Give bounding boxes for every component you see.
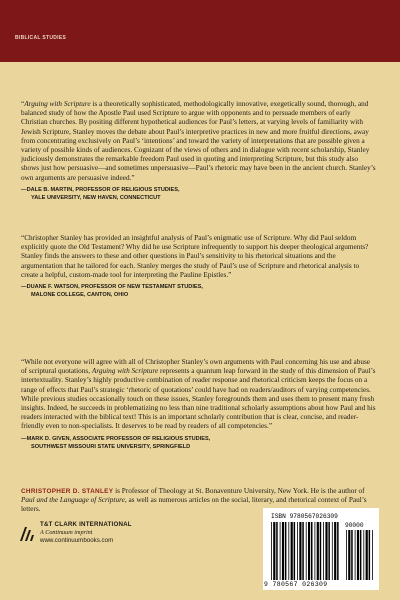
publisher-text (40, 521, 132, 546)
attribution-line-1: —DUANE F. WATSON, PROFESSOR OF NEW TESTAMENT STUDIES, (21, 284, 203, 291)
review-blurb-given (21, 358, 377, 451)
continuum-triangle-logo-icon (18, 521, 36, 543)
barcode-bar (328, 522, 330, 580)
barcode-bar (297, 522, 298, 580)
quote-mark: “ (21, 100, 25, 108)
category-label: BIBLICAL STUDIES (15, 35, 67, 41)
barcode-bar (372, 530, 373, 580)
barcode-bar (311, 522, 313, 580)
review-attribution (21, 186, 377, 202)
attribution-line-2: YALE UNIVERSITY, NEW HAVEN, CONNECTICUT (31, 194, 161, 201)
review-attribution (21, 435, 377, 451)
attribution-line-2: MALONE COLLEGE, CANTON, OHIO (31, 292, 129, 299)
barcode-bar (280, 522, 281, 580)
barcode-bar (323, 522, 324, 580)
barcode-bar (320, 522, 322, 580)
barcode-bar (363, 530, 364, 580)
barcode-bar (325, 522, 327, 580)
barcode-bar (276, 522, 278, 580)
price-addon-bars (346, 530, 374, 580)
barcode-bar (315, 522, 316, 580)
review-blurb-martin (21, 100, 377, 202)
barcode-bar (334, 522, 336, 580)
attribution-line-1: —MARK D. GIVEN, ASSOCIATE PROFESSOR OF RELIGIOUS STUDIES, (21, 435, 211, 442)
barcode-bar (306, 522, 307, 580)
ean-barcode-bars (271, 522, 341, 580)
barcode-bar (357, 530, 359, 580)
book-title-italic: Arguing with Scripture (24, 100, 91, 108)
isbn-label: ISBN 9780567026309 (271, 513, 338, 520)
barcode-bar (302, 522, 304, 580)
review-blurb-watson (21, 234, 377, 299)
barcode-bar (308, 522, 310, 580)
publisher-block (18, 513, 158, 573)
barcode-bar (299, 522, 301, 580)
ean-digits: 9 780567 026309 (264, 581, 328, 588)
barcode-bar (369, 530, 371, 580)
bio-text-start: is Professor of Theology at St. Bonaventure University, New York. He is the author of (113, 487, 365, 495)
barcode-bar (337, 522, 339, 580)
barcode-bar (348, 530, 350, 580)
publisher-name: T&T CLARK INTERNATIONAL (40, 521, 132, 528)
barcode-bar (273, 522, 275, 580)
attribution-line-2: SOUTHWEST MISSOURI STATE UNIVERSITY, SPRINGFIELD (31, 443, 191, 450)
barcode-bar (346, 530, 347, 580)
review-body-start: “While not everyone will agree with all of Christopher Stanley’s own arguments with Paul concerning his use and abuse of scriptural quotations, (21, 358, 370, 376)
review-text (21, 100, 377, 183)
review-body-end: represents a quantum leap forward in the study of this dimension of Paul’s intertextuality. Stanley’s highly productive combination of reader response and rhetorical criticism keeps the focus on a range of effects that Paul’s strategic ‘rhetoric of quotations’ could have had on readers/auditors of varying competencies. While previous studies occasionally touch on these issues, Stanley foregrounds them and uses them to present many fresh insights. Indeed, he succeeds in problematizing no less than nine traditional scholarly assumptions about how Paul and his readers interacted with the biblical text! This is an important scholarly contribution that is clear, concise, and reader-friendly even to non-specialists. It deserves to be read by readers of all competencies.” (21, 367, 376, 431)
review-attribution (21, 283, 377, 299)
barcode-bar (294, 522, 296, 580)
review-text (21, 358, 377, 432)
barcode-bar (366, 530, 368, 580)
bio-book-title: Paul and the Language of Scripture (21, 496, 125, 505)
barcode-bar (291, 522, 293, 580)
barcode-bar (271, 522, 272, 580)
barcode-bar (355, 530, 356, 580)
barcode-bar (285, 522, 287, 580)
bio-text-end: , as well as numerous articles on the social, literary, and rhetorical context of Paul’s letters. (21, 496, 367, 514)
barcode-bar (288, 522, 289, 580)
barcode-bar (360, 530, 362, 580)
publisher-imprint: A Continuum imprint (40, 529, 93, 537)
review-text: “Christopher Stanley has provided an insightful analysis of Paul’s enigmatic use of Scripture. Why did Paul seldom explicitly quote the Old Testament? Why did he use Scripture infrequently to support his deeper theological arguments? Stanley finds the answers to these and other questions in Paul’s sensitivity to his rhetorical situations and the argumentation that he tailored for each. Stanley merges the study of Paul’s use of Scripture and rhetorical analysis to create a helpful, custom-made tool for interpreting the Pauline Epistles.” (21, 234, 369, 279)
price-addon-label: 90000 (345, 522, 364, 529)
publisher-url: www.continuumbooks.com (40, 537, 114, 545)
barcode-bar (332, 522, 333, 580)
barcode-bar (282, 522, 284, 580)
barcode-bar (317, 522, 319, 580)
book-title-italic: Arguing with Scripture (91, 367, 159, 376)
top-color-band (0, 0, 400, 62)
attribution-line-1: —DALE B. MARTIN, PROFESSOR OF RELIGIOUS STUDIES, (21, 186, 180, 193)
author-name: CHRISTOPHER D. STANLEY (21, 488, 114, 495)
isbn-barcode (263, 508, 379, 590)
barcode-bar (351, 530, 353, 580)
review-body: is a theoretically sophisticated, methodologically innovative, exegetically sound, thorough, and balanced study of how the Apostle Paul used Scripture to argue with opponents and to persuade members of early Christian churches. By positing different hypothetical audiences for Paul’s letters, at varying levels of familiarity with Jewish Scripture, Stanley moves the debate about Paul’s interpretive practices in new and more fruitful directions, away from concentrating exclusively on Paul’s ‘intentions’ and toward the variety of interpretations that are possible given a variety of possible kinds of audiences. Cognizant of the views of others and in dialogue with recent scholarship, Stanley judiciously demonstrates the remarkable freedom Paul used in quoting and interpreting Scripture, but this study also shows just how persuasive—and sometimes unpersuasive—Paul’s rhetoric may have been in the ancient church. Stanley’s own arguments are persuasive indeed.” (21, 100, 376, 182)
